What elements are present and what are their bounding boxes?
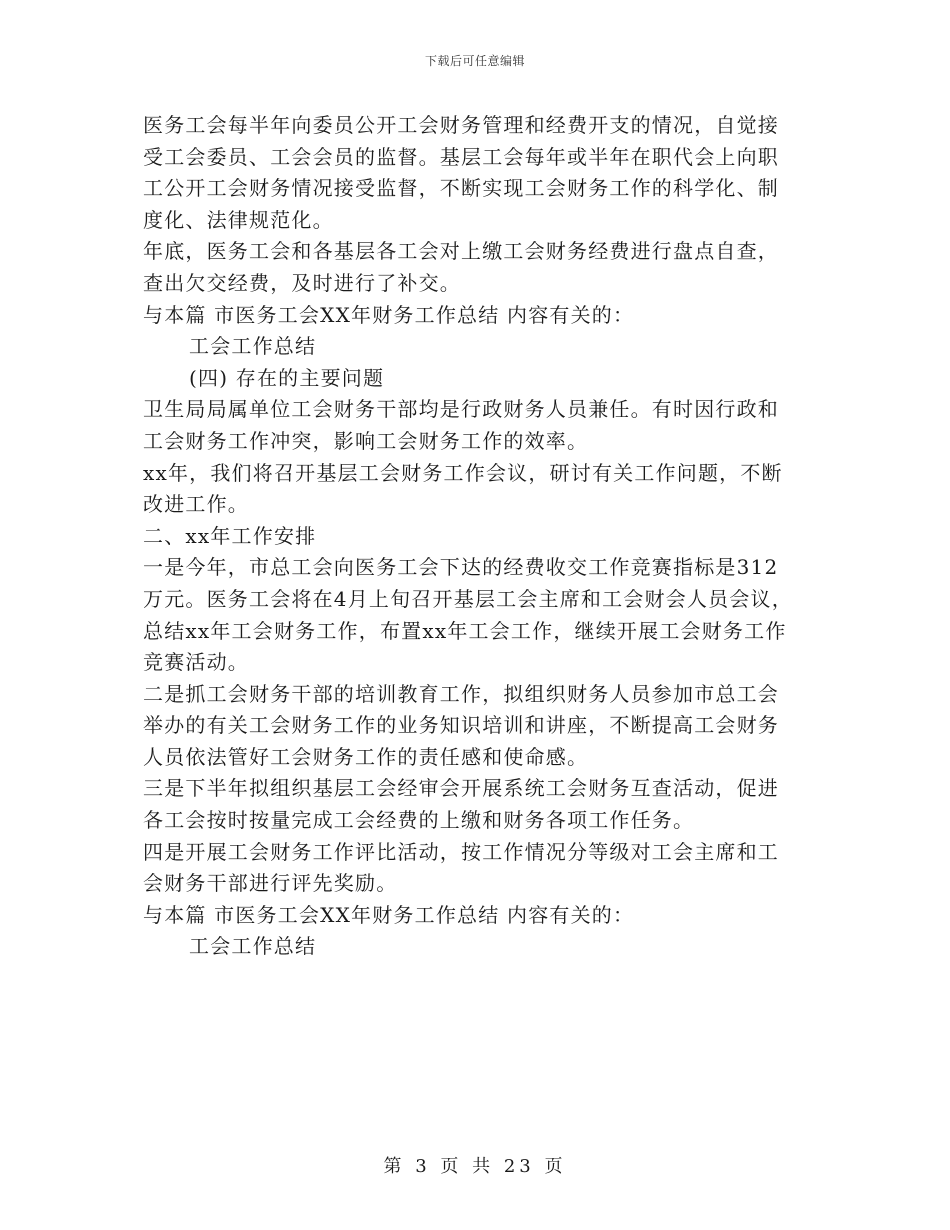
text-line: 三是下半年拟组织基层工会经审会开展系统工会财务互查活动，促进: [143, 776, 779, 801]
text-line: 举办的有关工会财务工作的业务知识培训和讲座，不断提高工会财务: [143, 713, 779, 738]
text-line: 工公开工会财务情况接受监督，不断实现工会财务工作的科学化、制: [143, 176, 779, 201]
text-line: 四是开展工会财务工作评比活动，按工作情况分等级对工会主席和工: [143, 839, 779, 864]
text-line: 万元。医务工会将在4月上旬召开基层工会主席和工会财会人员会议，: [143, 586, 793, 611]
text-line: 人员依法管好工会财务工作的责任感和使命感。: [143, 744, 589, 769]
text-line: 二是抓工会财务干部的培训教育工作，拟组织财务人员参加市总工会: [143, 681, 779, 706]
page-footer: 第 3 页 共 23 页: [383, 1156, 567, 1177]
text-line: 与本篇 市医务工会XX年财务工作总结 内容有关的：: [143, 302, 635, 327]
text-line: 受工会委员、工会会员的监督。基层工会每年或半年在职代会上向职: [143, 144, 779, 169]
text-line: 工会工作总结: [189, 934, 317, 959]
text-line: (四) 存在的主要问题: [189, 365, 385, 390]
text-line: 卫生局局属单位工会财务干部均是行政财务人员兼任。有时因行政和: [143, 397, 779, 422]
text-line: xx年，我们将召开基层工会财务工作会议，研讨有关工作问题，不断: [143, 460, 783, 485]
text-line: 度化、法律规范化。: [143, 207, 334, 232]
text-line: 年底，医务工会和各基层各工会对上缴工会财务经费进行盘点自查，: [143, 239, 779, 264]
page-header: 下载后可任意编辑: [424, 54, 525, 68]
text-line: 各工会按时按量完成工会经费的上缴和财务各项工作任务。: [143, 808, 695, 833]
text-line: 查出欠交经费，及时进行了补交。: [143, 270, 461, 295]
text-line: 竞赛活动。: [143, 650, 249, 675]
text-line: 改进工作。: [143, 492, 249, 517]
text-line: 一是今年，市总工会向医务工会下达的经费收交工作竞赛指标是312: [143, 555, 779, 580]
text-line: 工会工作总结: [189, 334, 317, 359]
text-line: 会财务干部进行评先奖励。: [143, 871, 398, 896]
text-line: 总结xx年工会财务工作，布置xx年工会工作，继续开展工会财务工作: [143, 618, 787, 643]
text-line: 与本篇 市医务工会XX年财务工作总结 内容有关的：: [143, 902, 635, 927]
document-body: [143, 110, 823, 963]
text-line: 工会财务工作冲突，影响工会财务工作的效率。: [143, 428, 589, 453]
text-line: 医务工会每半年向委员公开工会财务管理和经费开支的情况，自觉接: [143, 113, 779, 137]
text-line: 二、xx年工作安排: [143, 523, 317, 548]
